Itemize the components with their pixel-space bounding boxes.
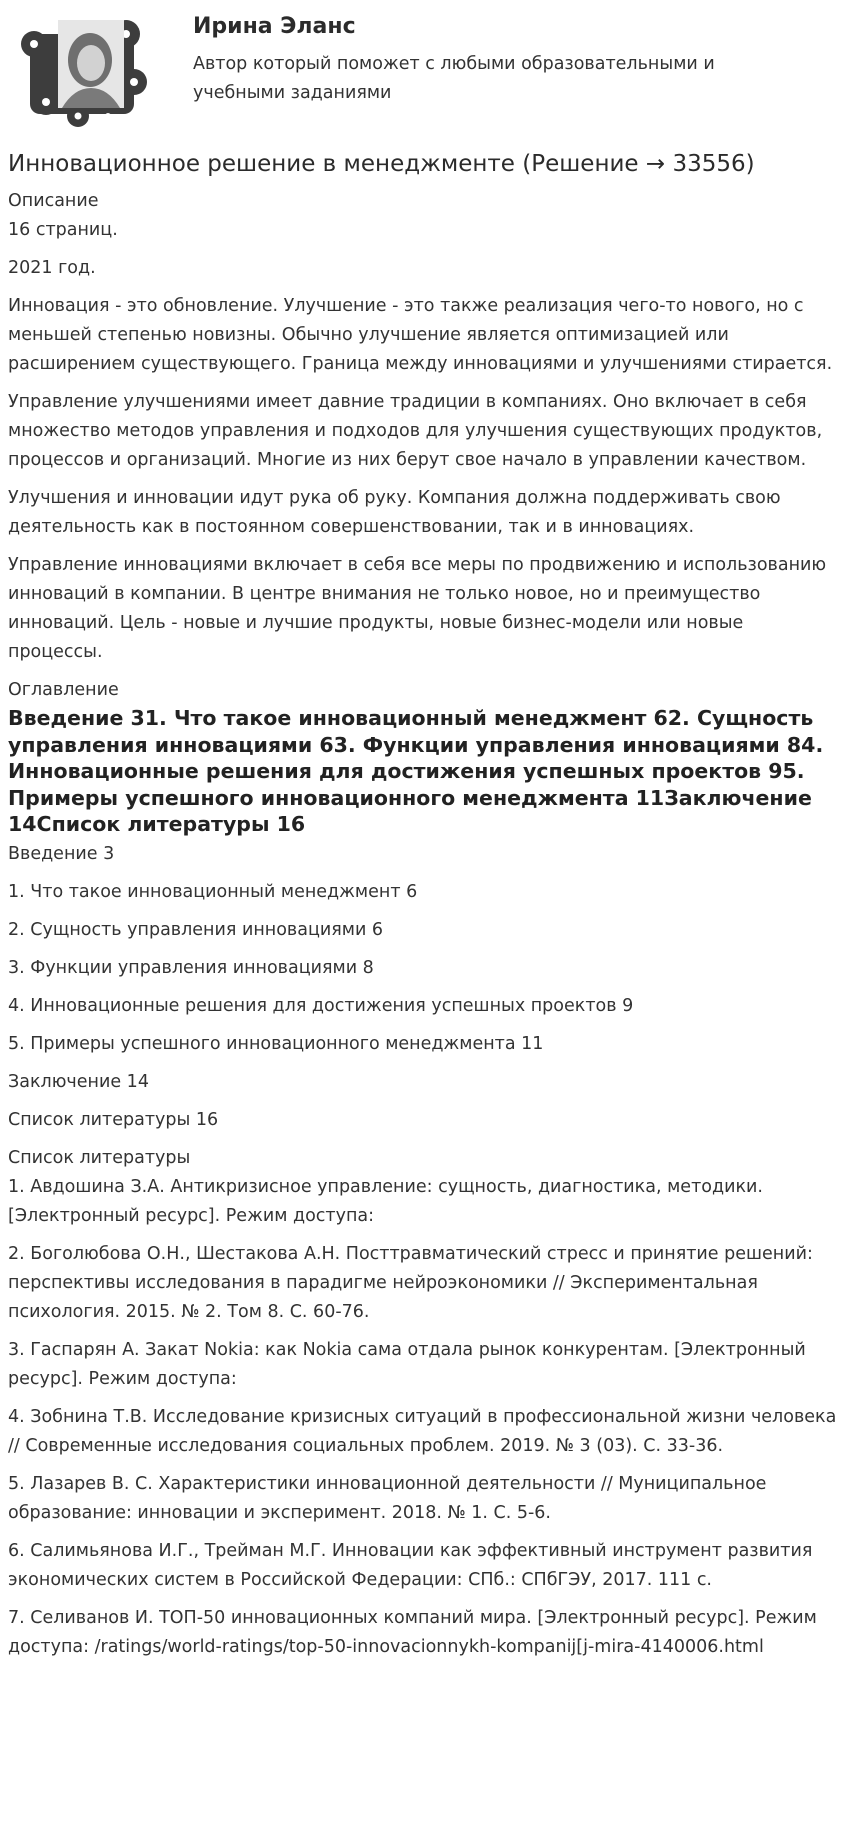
description-paragraph: 16 страниц. bbox=[8, 220, 118, 240]
author-avatar[interactable] bbox=[16, 12, 158, 128]
page-title: Инновационное решение в менеджменте (Решение → 33556) bbox=[8, 151, 755, 177]
reference-item: 4. Зобнина Т.В. Исследование кризисных ситуаций в профессиональной жизни человека // Современные исследования социальных проблем. 2019. № 3 (03). С. 33-36. bbox=[8, 1406, 837, 1456]
toc-item: 1. Что такое инновационный менеджмент 6 bbox=[8, 881, 418, 902]
reference-item: 7. Селиванов И. ТОП-50 инновационных компаний мира. [Электронный ресурс]. Режим доступа: /ratings/world-ratings/top-50-innovacionnykh-kompanij[j-mira-4140006.html bbox=[8, 1607, 817, 1657]
reference-item: 5. Лазарев В. С. Характеристики инновационной деятельности // Муниципальное образование: инновации и эксперимент. 2018. № 1. С. 5-6. bbox=[8, 1473, 767, 1523]
reference-item: 2. Боголюбова О.Н., Шестакова А.Н. Посттравматический стресс и принятие решений: перспективы исследования в парадигме нейроэкономики // Экспериментальная психология. 2015. № 2. Том 8. С. 60-76. bbox=[8, 1243, 813, 1322]
document-body bbox=[8, 187, 840, 1671]
author-name[interactable]: Ирина Эланс bbox=[193, 14, 356, 39]
toc-item: Список литературы 16 bbox=[8, 1109, 219, 1130]
reference-item: 1. Авдошина З.А. Антикризисное управление: сущность, диагностика, методики. [Электронный ресурс]. Режим доступа: bbox=[8, 1176, 763, 1226]
description-paragraph: Инновация - это обновление. Улучшение - это также реализация чего-то нового, но с меньшей степенью новизны. Обычно улучшение является оптимизацией или расширением существующего. Граница между инновациями и улучшениями стирается. bbox=[8, 296, 833, 374]
description-paragraph: Управление инновациями включает в себя все меры по продвижению и использованию инноваций в компании. В центре внимания не только новое, но и преимущество инноваций. Цель - новые и лучшие продукты, новые бизнес-модели или новые процессы. bbox=[8, 555, 827, 662]
toc-item: 3. Функции управления инновациями 8 bbox=[8, 957, 374, 978]
toc-item: Заключение 14 bbox=[8, 1071, 149, 1092]
reference-item: 6. Салимьянова И.Г., Трейман М.Г. Инновации как эффективный инструмент развития экономических систем в Российской Федерации: СПб.: СПбГЭУ, 2017. 111 с. bbox=[8, 1540, 813, 1590]
author-card bbox=[8, 0, 839, 140]
description-paragraph: Улучшения и инновации идут рука об руку. Компания должна поддерживать свою деятельность как в постоянном совершенствовании, так и в инновациях. bbox=[8, 488, 781, 537]
toc-label: Оглавление bbox=[8, 680, 119, 700]
toc-summary: Введение 31. Что такое инновационный менеджмент 62. Сущность управления инновациями 63. Функции управления инновациями 84. Инновационные решения для достижения успешных проектов 95. Примеры успешного инновационного менеджмента 11Заключение 14Список литературы 16 bbox=[8, 706, 824, 836]
toc-item: 4. Инновационные решения для достижения успешных проектов 9 bbox=[8, 995, 634, 1016]
toc-item: Введение 3 bbox=[8, 843, 115, 864]
toc-item: 5. Примеры успешного инновационного менеджмента 11 bbox=[8, 1033, 544, 1054]
author-description: Автор который поможет с любыми образовательными и учебными заданиями bbox=[193, 54, 715, 103]
description-paragraph: Управление улучшениями имеет давние традиции в компаниях. Оно включает в себя множество методов управления и подходов для улучшения существующих продуктов, процессов и организаций. Многие из них берут свое начало в управлении качеством. bbox=[8, 392, 823, 470]
description-paragraph: 2021 год. bbox=[8, 258, 96, 278]
toc-item: 2. Сущность управления инновациями 6 bbox=[8, 919, 384, 940]
reference-item: 3. Гаспарян А. Закат Nokia: как Nokia сама отдала рынок конкурентам. [Электронный ресурс]. Режим доступа: bbox=[8, 1339, 806, 1389]
references-label: Список литературы bbox=[8, 1147, 191, 1168]
description-label: Описание bbox=[8, 191, 99, 211]
